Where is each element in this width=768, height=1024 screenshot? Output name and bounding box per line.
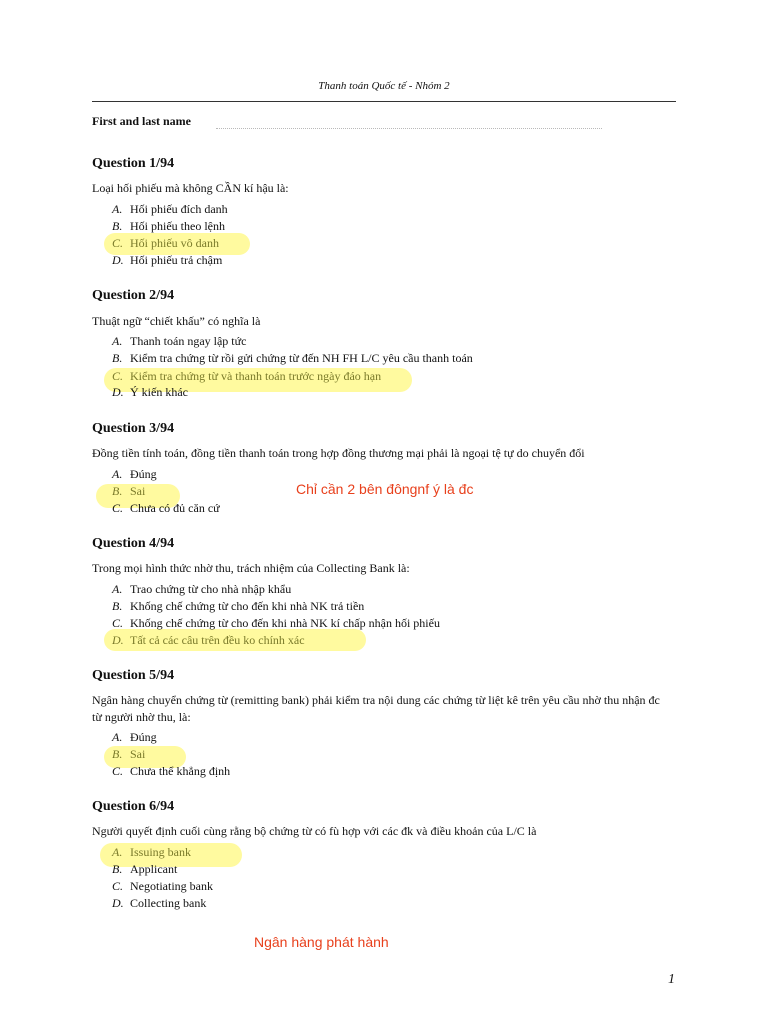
option-letter: B. [112,219,123,233]
option-letter: A. [112,845,123,859]
question-6-text: Người quyết định cuối cùng rằng bộ chứng từ có fù hợp với các đk và điều khoản của L/C là [92,824,537,838]
q3-option-a[interactable] [112,467,157,482]
question-1-text: Loại hối phiếu mà không CẦN kí hậu là: [92,181,289,195]
option-letter: A. [112,467,123,481]
header-rule [92,101,676,102]
option-letter: B. [112,351,123,365]
q4-option-c[interactable] [112,616,440,631]
question-6-title: Question 6/94 [92,799,175,814]
question-2-title: Question 2/94 [92,288,175,303]
option-letter: D. [112,385,124,399]
option-text: Issuing bank [130,845,191,859]
option-text: Chưa có đủ căn cứ [130,501,220,515]
option-letter: D. [112,633,124,647]
option-text: Thanh toán ngay lập tức [130,334,247,348]
option-letter: C. [112,501,124,515]
option-text: Trao chứng từ cho nhà nhập khẩu [130,582,292,596]
q5-option-b[interactable] [112,747,145,762]
option-letter: B. [112,599,123,613]
page-number: 1 [668,972,675,987]
question-3-text: Đồng tiền tính toán, đồng tiền thanh toán trong hợp đồng thương mại phải là ngoại tệ tự do chuyển đổi [92,446,585,460]
question-4-text: Trong mọi hình thức nhờ thu, trách nhiệm của Collecting Bank là: [92,561,410,575]
q1-option-d[interactable] [112,253,222,268]
q1-option-c[interactable] [112,236,219,251]
q5-option-c[interactable] [112,764,230,779]
page-header: Thanh toán Quốc tế - Nhóm 2 [318,80,450,92]
question-2-text: Thuật ngữ “chiết khấu” có nghĩa là [92,314,261,328]
option-text: Hối phiếu trả chậm [130,253,223,267]
option-letter: B. [112,747,123,761]
q4-option-a[interactable] [112,582,291,597]
option-text: Collecting bank [130,896,207,910]
option-letter: C. [112,369,124,383]
q6-option-c[interactable] [112,879,213,894]
q2-option-d[interactable] [112,385,188,400]
question-3-title: Question 3/94 [92,421,175,436]
name-fill-line [216,128,602,129]
option-text: Sai [130,747,146,761]
option-letter: A. [112,202,123,216]
option-text: Applicant [130,862,178,876]
option-text: Khống chế chứng từ cho đến khi nhà NK kí chấp nhận hối phiếu [130,616,440,630]
name-label: First and last name [92,114,191,128]
option-text: Sai [130,484,146,498]
option-text: Tất cả các câu trên đều ko chính xác [130,633,305,647]
option-text: Ý kiến khác [130,385,188,399]
option-text: Kiểm tra chứng từ và thanh toán trước ngày đáo hạn [130,369,382,383]
option-letter: D. [112,896,124,910]
q6-option-d[interactable] [112,896,206,911]
option-text: Khống chế chứng từ cho đến khi nhà NK trả tiền [130,599,365,613]
q3-option-c[interactable] [112,501,220,516]
option-letter: A. [112,730,123,744]
option-letter: C. [112,879,124,893]
option-letter: C. [112,764,124,778]
q2-option-b[interactable] [112,351,473,366]
q4-option-b[interactable] [112,599,364,614]
option-letter: C. [112,236,124,250]
option-text: Hối phiếu theo lệnh [130,219,225,233]
option-text: Negotiating bank [130,879,213,893]
handwritten-note-q6: Ngân hàng phát hành [254,934,389,950]
option-letter: A. [112,582,123,596]
q2-option-a[interactable] [112,334,246,349]
option-text: Hối phiếu đích danh [130,202,228,216]
q3-option-b[interactable] [112,484,145,499]
option-letter: D. [112,253,124,267]
handwritten-note-q3: Chỉ cần 2 bên đôngnf ý là đc [296,481,474,497]
option-letter: B. [112,862,123,876]
q5-option-a[interactable] [112,730,157,745]
question-5-title: Question 5/94 [92,668,175,683]
option-text: Hối phiếu vô danh [130,236,219,250]
question-5-text: Ngân hàng chuyển chứng từ (remitting bank) phải kiểm tra nội dung các chứng từ liệt kê trên yêu cầu nhờ thu nhận đc từ người nhờ thu, là: [92,693,660,724]
option-letter: A. [112,334,123,348]
question-4-title: Question 4/94 [92,536,175,551]
option-text: Đúng [130,467,157,481]
option-text: Kiểm tra chứng từ rồi gửi chứng từ đến NH FH L/C yêu cầu thanh toán [130,351,473,365]
option-letter: B. [112,484,123,498]
q2-option-c[interactable] [112,369,381,384]
q6-option-a[interactable] [112,845,191,860]
q6-option-b[interactable] [112,862,177,877]
q4-option-d[interactable] [112,633,305,648]
question-1-title: Question 1/94 [92,156,175,171]
q1-option-a[interactable] [112,202,228,217]
option-text: Đúng [130,730,157,744]
option-letter: C. [112,616,124,630]
option-text: Chưa thể khẳng định [130,764,231,778]
q1-option-b[interactable] [112,219,225,234]
